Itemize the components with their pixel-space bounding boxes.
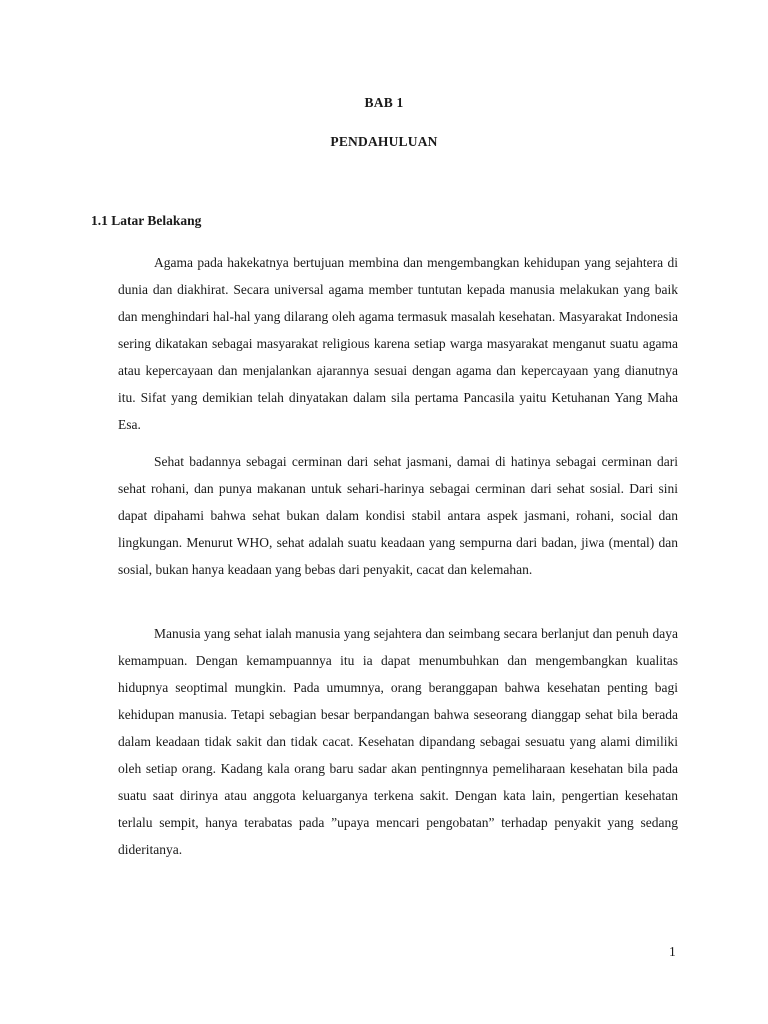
- page-number: 1: [669, 944, 676, 959]
- chapter-title: PENDAHULUAN: [330, 134, 438, 149]
- paragraph-1: Agama pada hakekatnya bertujuan membina dan mengembangkan kehidupan yang sejahtera di dunia dan diakhirat. Secara universal agama member tuntutan kepada manusia melakukan yang baik dan menghindari hal-hal yang dilarang oleh agama termasuk masalah kesehatan. Masyarakat Indonesia sering dikatakan sebagai masyarakat religious karena setiap warga masyarakat menganut suatu agama atau kepercayaan dan menjalankan ajarannya sesuai dengan agama dan kepercayaan yang dianutnya itu. Sifat yang demikian telah dinyatakan dalam sila pertama Pancasila yaitu Ketuhanan Yang Maha Esa.: [118, 255, 678, 432]
- chapter-number: BAB 1: [364, 95, 404, 110]
- paragraph-2: Sehat badannya sebagai cerminan dari sehat jasmani, damai di hatinya sebagai cerminan dari sehat rohani, dan punya makanan untuk sehari-harinya sebagai cerminan dari sehat sosial. Dari sini dapat dipahami bahwa sehat bukan dalam kondisi stabil antara aspek jasmani, rohani, social dan lingkungan. Menurut WHO, sehat adalah suatu keadaan yang sempurna dari badan, jiwa (mental) dan sosial, bukan hanya keadaan yang bebas dari penyakit, cacat dan kelemahan.: [118, 454, 678, 577]
- paragraph-3: Manusia yang sehat ialah manusia yang sejahtera dan seimbang secara berlanjut dan penuh daya kemampuan. Dengan kemampuannya itu ia dapat menumbuhkan dan mengembangkan kualitas hidupnya seoptimal mungkin. Pada umumnya, orang beranggapan bahwa kesehatan penting bagi kehidupan manusia. Tetapi sebagian besar berpandangan bahwa seseorang dianggap sehat bila berada dalam keadaan tidak sakit dan tidak cacat. Kesehatan dipandang sebagai sesuatu yang alami dimiliki oleh setiap orang. Kadang kala orang baru sadar akan pentingnnya pemeliharaan kesehatan bila pada suatu saat dirinya atau anggota keluarganya terkena sakit. Dengan kata lain, pengertian kesehatan terlalu sempit, hanya terabatas pada ”upaya mencari pengobatan” terhadap penyakit yang sedang dideritanya.: [118, 626, 678, 857]
- section-heading: 1.1 Latar Belakang: [91, 213, 202, 228]
